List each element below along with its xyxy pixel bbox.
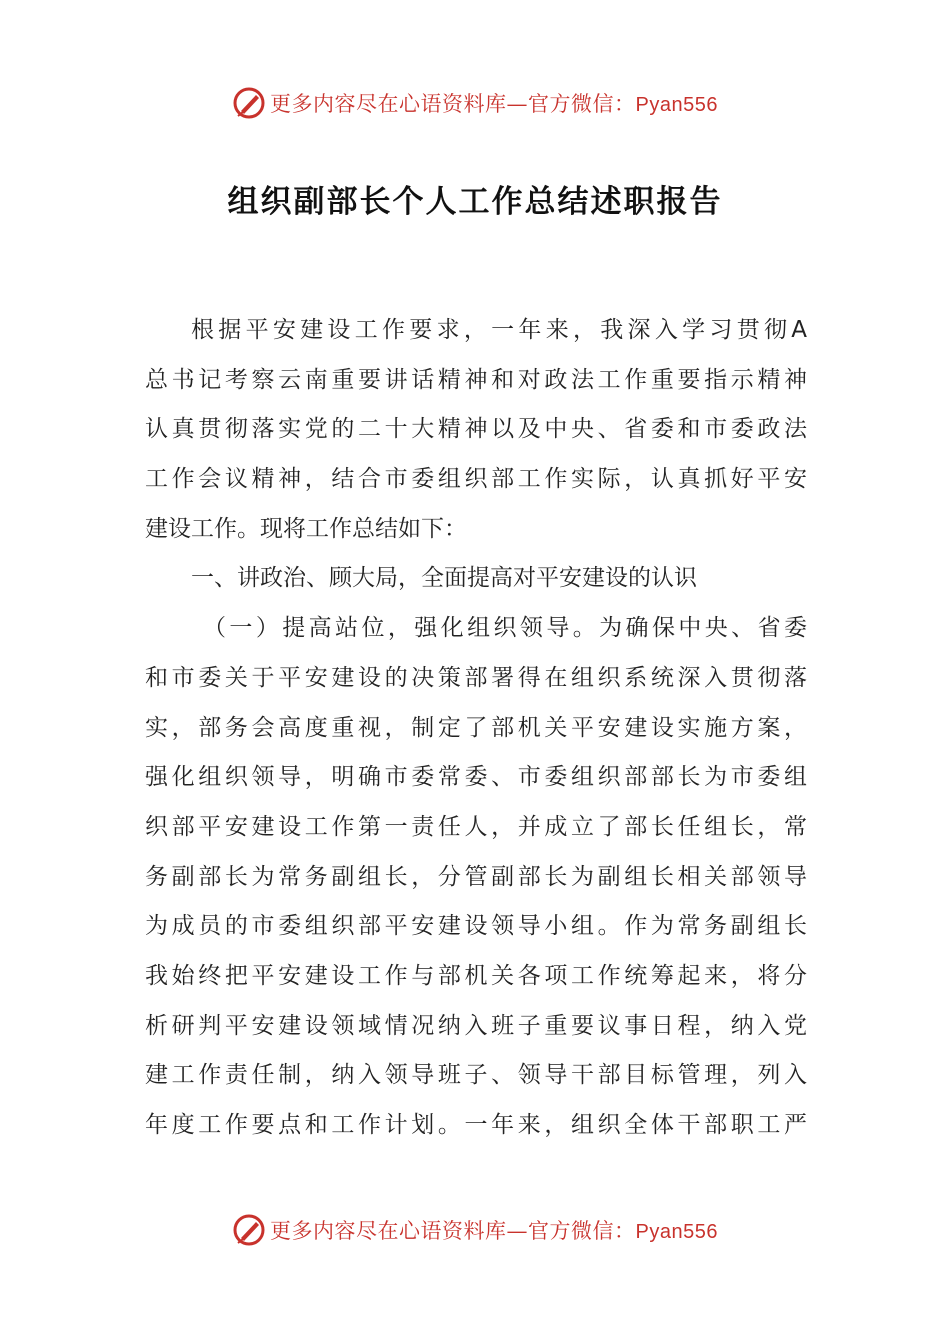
body-line: 根据平安建设工作要求，一年来，我深入学习贯彻A: [191, 317, 807, 343]
body-line: 务副部长为常务副组长，分管副部长为副组长相关部领导: [145, 863, 807, 890]
body-line: 为成员的市委组织部平安建设领导小组。作为常务副组长: [145, 913, 807, 940]
watermark-text: [270, 88, 718, 118]
watermark-banner-bottom: [0, 1210, 950, 1250]
body-line: 实，部务会高度重视，制定了部机关平安建设实施方案，: [145, 714, 807, 741]
body-line: 析研判平安建设领域情况纳入班子重要议事日程，纳入党: [145, 1012, 807, 1039]
section-heading: 一、讲政治、顾大局，全面提高对平安建设的认识: [191, 565, 697, 592]
body-line: 工作会议精神，结合市委组织部工作实际，认真抓好平安: [145, 466, 807, 493]
body-line: 年度工作要点和工作计划。一年来，组织全体干部职工严: [145, 1112, 807, 1138]
body-line: （一）提高站位，强化组织领导。为确保中央、省委: [203, 615, 807, 642]
pen-circle-logo-icon: [232, 1213, 266, 1247]
watermark-wechat-id: Pyan556: [635, 1221, 718, 1243]
body-line: 建工作责任制，纳入领导班子、领导干部目标管理，列入: [145, 1062, 807, 1089]
body-line: 强化组织领导，明确市委常委、市委组织部部长为市委组: [145, 764, 807, 791]
watermark-label: 更多内容尽在心语资料库—官方微信：: [270, 92, 636, 116]
watermark-wechat-id: Pyan556: [635, 94, 718, 116]
body-line: 我始终把平安建设工作与部机关各项工作统筹起来，将分: [145, 962, 807, 989]
pen-circle-logo-icon: [232, 86, 266, 120]
body-line: 总书记考察云南重要讲话精神和对政法工作重要指示精神: [145, 366, 807, 393]
document-title: 组织副部长个人工作总结述职报告: [227, 184, 723, 220]
body-line: 和市委关于平安建设的决策部署得在组织系统深入贯彻落: [145, 664, 807, 691]
body-line: 建设工作。现将工作总结如下：: [145, 515, 467, 542]
body-line: 认真贯彻落实党的二十大精神以及中央、省委和市委政法: [145, 416, 807, 443]
watermark-text: [270, 1215, 718, 1245]
watermark-label: 更多内容尽在心语资料库—官方微信：: [270, 1219, 636, 1243]
body-line: 织部平安建设工作第一责任人，并成立了部长任组长，常: [145, 813, 807, 840]
watermark-banner-top: [0, 83, 950, 123]
document-body: [145, 306, 807, 1151]
